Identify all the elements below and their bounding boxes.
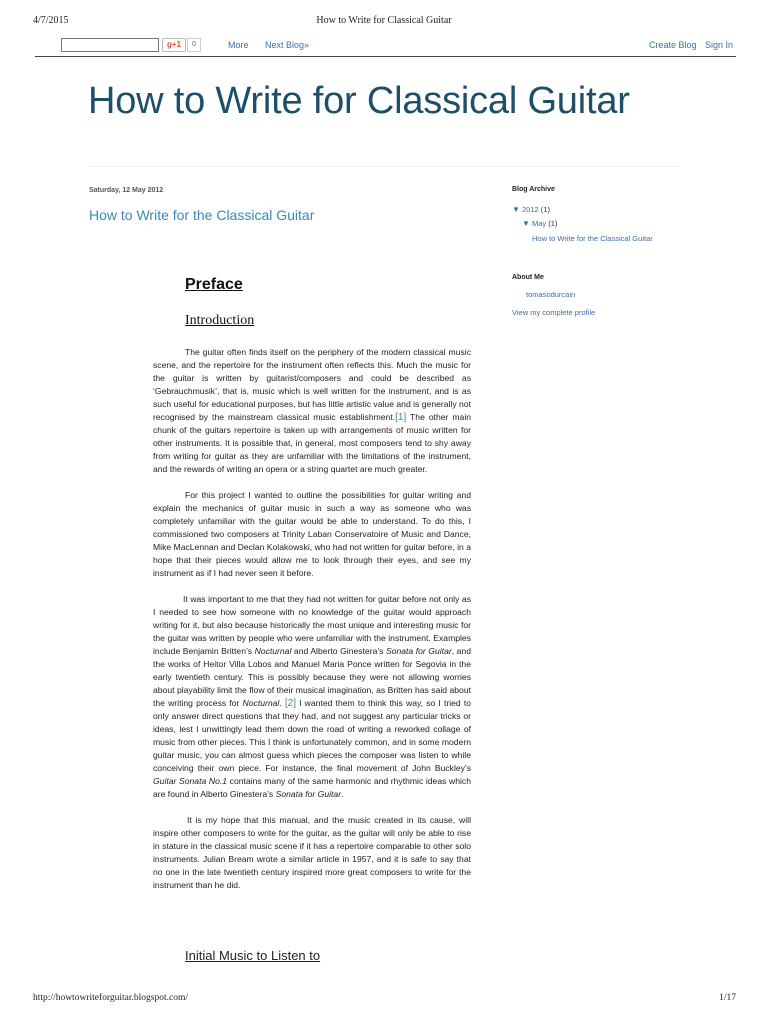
paragraph-2: For this project I wanted to outline the possibilities for guitar writing and explain the mechanics of guitar music in such a way as someone who was completely unfamiliar with the guitar would be able to understand. To do this, I commissioned two composers at Trinity Laban Conservatoire of Music and Dance, Mike MacLennan and Declan Kolakowski, who had not written for guitar before, in a hope that their pieces would allow me to look through their eyes, and see my instrument as if I had never seen it before. bbox=[153, 490, 471, 578]
post-title[interactable]: How to Write for the Classical Guitar bbox=[89, 207, 315, 223]
print-header bbox=[0, 15, 768, 29]
profile-link[interactable]: View my complete profile bbox=[512, 308, 596, 317]
search-input[interactable] bbox=[61, 38, 159, 52]
print-page-number: 1/17 bbox=[719, 993, 736, 1003]
triangle-down-icon[interactable]: ▼ bbox=[512, 205, 520, 214]
work-title-sonata-2: Sonata for Guitar bbox=[275, 789, 342, 799]
paragraph-1-text-b: The other main chunk of the guitars repertoire is taken up with arrangements of music written for other instruments. It is possible that, in general, most composers tend to shy away from writing for guitar as they are unfamiliar with the limitations of the instrument, and the rewards of writing an opera or a string quartet are much greater. bbox=[153, 412, 472, 474]
author-row bbox=[526, 290, 575, 299]
more-link[interactable]: More bbox=[228, 40, 249, 50]
blogger-navbar bbox=[35, 37, 736, 55]
archive-post-row bbox=[532, 234, 653, 243]
archive-post-link[interactable]: How to Write for the Classical Guitar bbox=[532, 234, 653, 243]
paragraph-3-text-a: It was important to me that they had not written for guitar before not only as I needed to see how someone with no knowledge of the guitar would approach writing for it, but also because historically the most unique and interesting music for the guitar was written by people who were unfamiliar with the instrument. Examples include Benjamin Britten’s bbox=[153, 594, 471, 656]
archive-month-count: (1) bbox=[548, 219, 558, 228]
post-body bbox=[153, 346, 471, 892]
paragraph-4: It is my hope that this manual, and the music created in its cause, will inspire other composers to write for the guitar, as the guitar will only be able to rise in stature in the classical music scene if it has a repertoire comparable to other solo instruments. Julian Bream wrote a similar article in 1957, and it is safe to say that no one in the late twentieth century inspired more great composers to write for the instrument than he did. bbox=[153, 815, 471, 890]
next-blog-link[interactable]: Next Blog» bbox=[265, 40, 310, 50]
archive-year-row bbox=[512, 205, 550, 214]
heading-initial-music: Initial Music to Listen to bbox=[185, 948, 321, 963]
archive-year-count: (1) bbox=[540, 205, 550, 214]
paragraph-3 bbox=[153, 593, 471, 801]
about-heading: About Me bbox=[512, 274, 544, 281]
footnote-2-link[interactable]: [2] bbox=[284, 698, 296, 709]
paragraph-1-text-a: The guitar often finds itself on the periphery of the modern classical music scene, and the repertoire for the instrument often reflects this. Much the music for the guitar is written by guitarist/composers and could be described as ‘Gebrauchmusik’, that is, music which is well written for the instrument, and is as such useful for educational purposes, but has little artistic value and is generally not recognised by the mainstream classical music establishment. bbox=[153, 347, 471, 422]
print-date: 4/7/2015 bbox=[33, 15, 69, 26]
work-title-nocturnal: Nocturnal bbox=[254, 646, 292, 656]
triangle-down-icon[interactable]: ▼ bbox=[522, 219, 530, 228]
work-title-buckley: Guitar Sonata No.1 bbox=[153, 776, 228, 786]
heading-introduction: Introduction bbox=[185, 313, 255, 328]
archive-heading: Blog Archive bbox=[512, 186, 555, 193]
blog-title[interactable]: How to Write for Classical Guitar bbox=[88, 80, 630, 122]
paragraph-3-text-g: . bbox=[341, 789, 344, 799]
paragraph-1 bbox=[153, 346, 471, 476]
header-divider bbox=[88, 166, 680, 167]
sign-in-link[interactable]: Sign In bbox=[705, 40, 734, 50]
paragraph-3-text-b: and Alberto Ginestera’s bbox=[291, 646, 386, 656]
create-blog-link[interactable]: Create Blog bbox=[649, 40, 697, 50]
gplus-count: 0 bbox=[187, 38, 201, 52]
heading-preface: Preface bbox=[185, 276, 243, 293]
navbar-divider bbox=[35, 56, 736, 57]
work-title-nocturnal-2: Nocturnal bbox=[242, 698, 280, 708]
archive-month-link[interactable]: May bbox=[532, 219, 547, 228]
gplus-button[interactable]: g+1 bbox=[162, 38, 186, 52]
print-title: How to Write for Classical Guitar bbox=[316, 15, 452, 26]
paragraph-3-text-c: , and the works of Heitor Villa Lobos and Manuel Maria Ponce written for Segovia in the early twentieth century. This is possibly because they were not allowing worries about playability limit the flow of their musical imagination, as Britten has said about the writing process for bbox=[153, 646, 471, 708]
footnote-1-link[interactable]: [1] bbox=[395, 412, 407, 423]
archive-month-row bbox=[522, 219, 557, 228]
paragraph-3-text-d: . bbox=[279, 698, 285, 708]
author-link[interactable]: tomasodurcain bbox=[526, 290, 576, 299]
work-title-sonata: Sonata for Guitar bbox=[385, 646, 452, 656]
print-url: http://howtowriteforguitar.blogspot.com/ bbox=[33, 993, 188, 1003]
archive-year-link[interactable]: 2012 bbox=[522, 205, 539, 214]
post-date: Saturday, 12 May 2012 bbox=[89, 187, 164, 194]
profile-row bbox=[512, 308, 595, 317]
paragraph-3-text-e: I wanted them to think this way, so I tried to only answer direct questions that they had, and not suggest any particular tricks or ideas, lest I unwittingly lead them down the road of writing a reworked collage of music from other pieces. This I think is unfortunately common, and in some modern guitar music, you can almost guess which pieces the composer was listen to while conceiving their own piece. For instance, the final movement of John Buckley’s bbox=[153, 698, 471, 773]
paragraph-3-text-f: contains many of the same harmonic and rhythmic ideas which are found in Alberto Ginestera’s bbox=[153, 776, 471, 799]
